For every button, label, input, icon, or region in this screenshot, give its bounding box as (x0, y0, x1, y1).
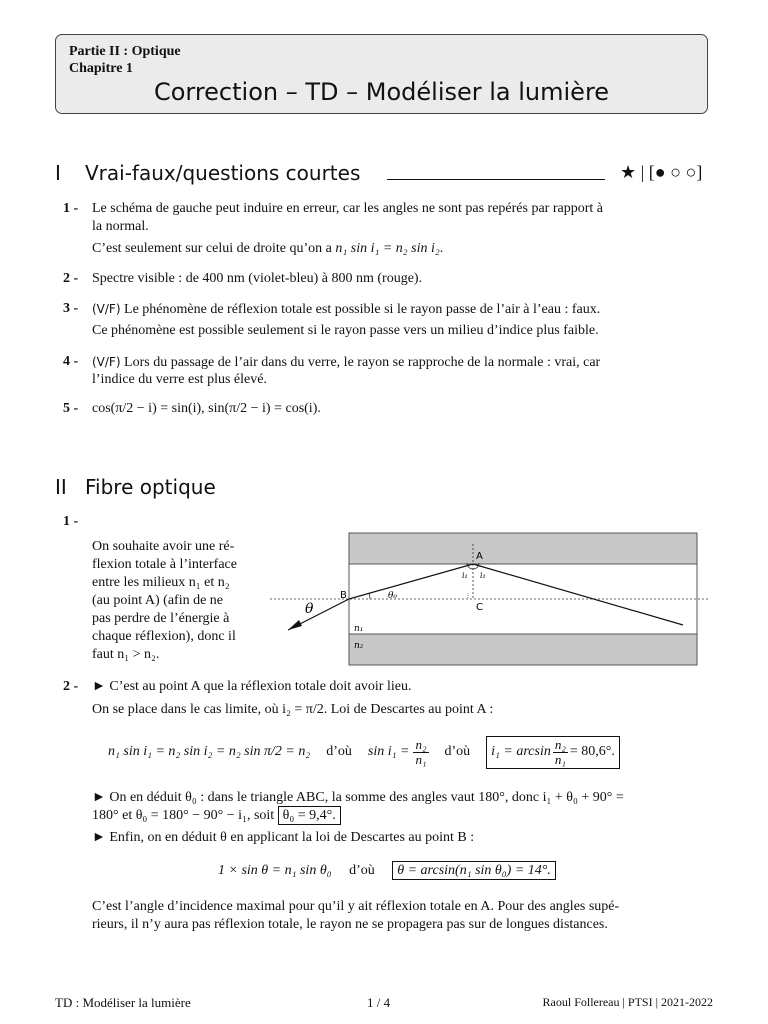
eq1-box-frac-den: n₁ (554, 751, 566, 767)
q1-number: 1 - (63, 514, 79, 529)
chapter-label: Chapitre 1 (69, 61, 133, 76)
fibre-optic-diagram (270, 530, 710, 670)
theta-result-box: θ = arcsin(n₁ sin θ₀) = 14°. (392, 861, 556, 880)
incident-ray-arrow (288, 620, 302, 630)
eq1-result-box (486, 736, 620, 769)
eq1-fraction (413, 738, 428, 767)
item-4-vf-tag: (V/F) (92, 355, 121, 369)
page-number: 1 / 4 (367, 995, 391, 1010)
q1-line: (au point A) (afin de ne (92, 593, 224, 608)
item-5-number: 5 - (63, 401, 79, 416)
item-4-line-2: l’indice du verre est plus élevé. (92, 372, 267, 387)
item-4-text: Lors du passage de l’air dans du verre, le rayon se rapproche de la normale : vrai, car (124, 355, 601, 370)
eq1-box-fraction (553, 738, 568, 767)
item-5-text: cos(π/2 − i) = sin(i), sin(π/2 − i) = cos(i). (92, 401, 321, 416)
part-label: Partie II : Optique (69, 44, 181, 59)
q1-paragraph (92, 538, 262, 664)
equation-2 (218, 862, 556, 880)
section-1-number: I (55, 161, 61, 185)
item-1-text-c: . (439, 241, 444, 256)
item-1-line-1: Le schéma de gauche peut induire en erreur, car les angles ne sont pas repérés par rapport à (92, 201, 603, 216)
conclusion-line-1: C’est l’angle d’incidence maximal pour qu’il y ait réflexion totale en A. Pour des angles supé- (92, 899, 620, 914)
q2-bullet-2-line-2 (92, 807, 341, 825)
item-1-text-a: C’est seulement sur celui de droite qu’on a (92, 241, 336, 256)
section-1-rule (387, 179, 605, 180)
q1-line: chaque réflexion), donc il (92, 629, 236, 644)
eq2-dou: d’où (349, 863, 375, 878)
item-3-line-1 (92, 300, 600, 319)
header-box (55, 34, 708, 114)
q2-number: 2 - (63, 679, 79, 694)
item-3-number: 3 - (63, 301, 79, 316)
item-3-text: Le phénomène de réflexion totale est possible si le rayon passe de l’air à l’eau : faux. (124, 302, 601, 317)
eq1-frac-den: n₁ (415, 751, 427, 767)
label-A: A (476, 551, 483, 562)
eq1-sin: sin i₁ = (367, 743, 410, 759)
q1-line: On souhaite avoir une ré- (92, 539, 235, 554)
equation-1 (108, 734, 708, 770)
item-4-number: 4 - (63, 354, 79, 369)
eq1-frac-num: n₂ (415, 736, 427, 752)
q2-bullet-2-line-1: ► On en déduit θ₀ : dans le triangle ABC, la somme des angles vaut 180°, donc i₁ + θ₀ + 90° = (92, 790, 624, 805)
footer-left: TD : Modéliser la lumière (55, 995, 191, 1010)
eq1-left: n₁ sin i₁ = n₂ sin i₂ = n₂ sin π/2 = n₂ (108, 743, 311, 759)
q2-bullet-3: ► Enfin, on en déduit θ en applicant la loi de Descartes au point B : (92, 830, 475, 845)
conclusion-line-2: rieurs, il n’y aura pas réflexion totale, le rayon ne se propagera pas sur de longues distances. (92, 917, 608, 932)
q2-line-2: On se place dans le cas limite, où i₂ = π/2. Loi de Descartes au point A : (92, 702, 494, 717)
label-C: C (476, 602, 483, 613)
section-1-title: Vrai-faux/questions courtes (85, 161, 361, 185)
item-3-line-2: Ce phénomène est possible seulement si le rayon passe vers un milieu d’indice plus faible. (92, 323, 599, 338)
eq1-box-a: i₁ = arcsin (491, 743, 551, 759)
section-2-heading (55, 474, 216, 500)
q1-line: entre les milieux n₁ et n₂ (92, 575, 230, 590)
label-n1: n₁ (354, 624, 364, 634)
section-2-number: II (55, 475, 67, 499)
eq1-box-frac-num: n₂ (554, 736, 566, 752)
footer-right: Raoul Follereau | PTSI | 2021-2022 (542, 995, 713, 1009)
eq1-dou-2: d’où (444, 743, 471, 759)
item-1-line-3 (92, 240, 443, 258)
item-1-line-2: la normal. (92, 219, 149, 234)
q1-line: faut n₁ > n₂. (92, 647, 160, 662)
q2-bullet-2-text: 180° et θ₀ = 180° − 90° − i₁, soit (92, 808, 275, 823)
item-1-equation: n₁ sin i₁ = n₂ sin i₂ (335, 241, 440, 256)
item-1-number: 1 - (63, 201, 79, 216)
item-2-number: 2 - (63, 271, 79, 286)
q1-line: pas perdre de l’énergie à (92, 611, 230, 626)
theta0-result-box: θ₀ = 9,4°. (278, 806, 341, 825)
item-4-line-1 (92, 353, 600, 372)
section-1-heading (55, 160, 360, 186)
q1-line: flexion totale à l’interface (92, 557, 237, 572)
label-n2: n₂ (354, 641, 364, 651)
label-i1-right: i₁ (480, 571, 486, 580)
item-3-vf-tag: (V/F) (92, 302, 121, 316)
cladding-top (349, 533, 697, 564)
label-theta: θ (305, 601, 314, 617)
label-i1-left: i₁ (462, 571, 468, 580)
label-theta0: θ₀ (388, 591, 398, 601)
q2-bullet-1: ► C’est au point A que la réflexion totale doit avoir lieu. (92, 679, 412, 694)
section-2-title: Fibre optique (85, 475, 216, 499)
page-title: Correction – TD – Modéliser la lumière (153, 78, 610, 106)
item-2-text: Spectre visible : de 400 nm (violet-bleu) à 800 nm (rouge). (92, 271, 423, 286)
difficulty-rating: ★ | [● ○ ○] (620, 162, 703, 182)
eq1-dou-1: d’où (326, 743, 352, 759)
cladding-bottom (349, 634, 697, 665)
eq2-left: 1 × sin θ = n₁ sin θ₀ (218, 863, 332, 878)
eq1-box-b: = 80,6°. (569, 743, 615, 759)
label-B: B (340, 590, 347, 601)
